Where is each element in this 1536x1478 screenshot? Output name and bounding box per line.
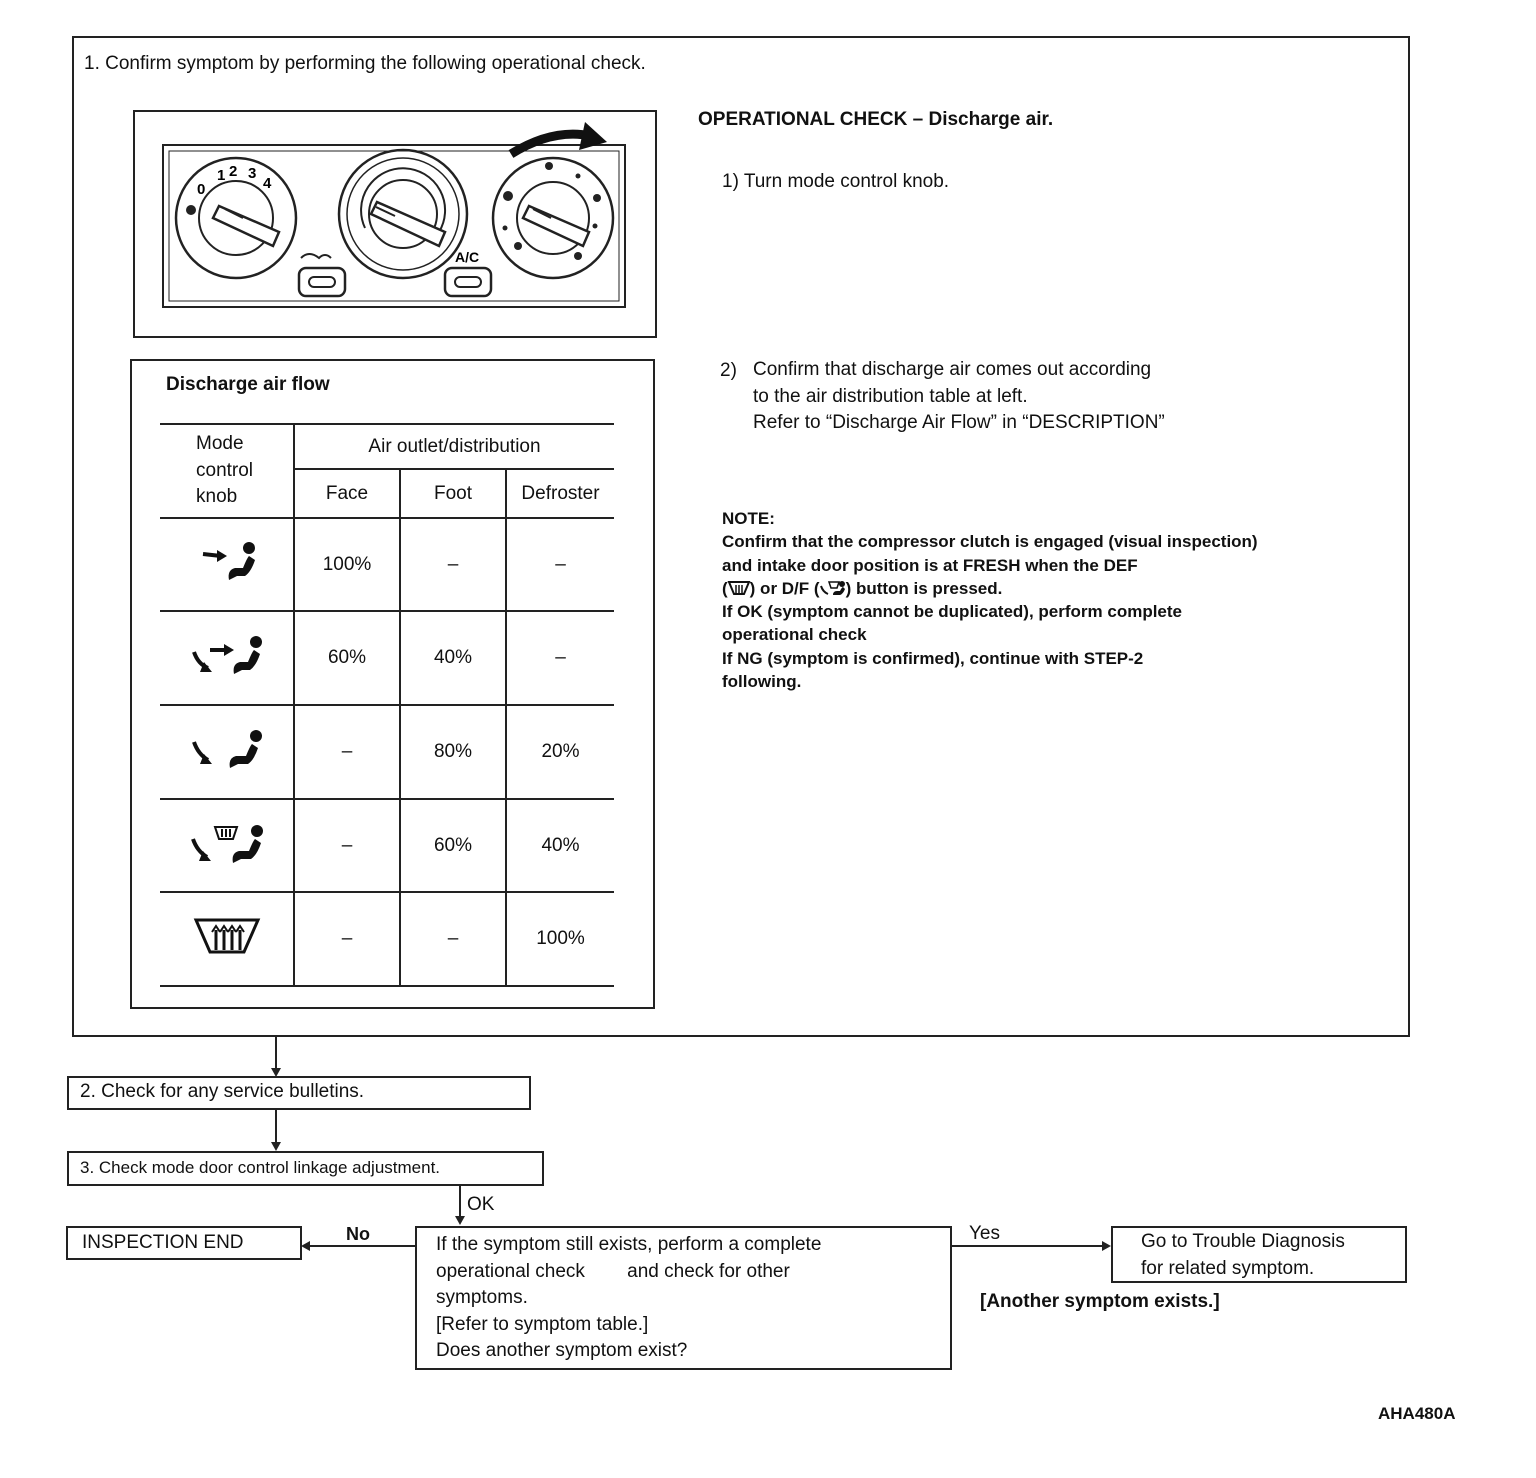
cell-defroster: –	[506, 518, 614, 611]
cell-face: 100%	[294, 518, 400, 611]
cell-foot: –	[400, 518, 506, 611]
cell-defroster: –	[506, 611, 614, 705]
check-item-2-text: Confirm that discharge air comes out according to the air distribution table at left. Refer to “Discharge Air Flow” in “DESCRIPTION”	[753, 359, 1165, 433]
cell-defroster: 20%	[506, 705, 614, 799]
check-item-1: 1) Turn mode control knob.	[722, 171, 950, 192]
cell-face: –	[294, 892, 400, 986]
cell-foot: 60%	[400, 799, 506, 892]
inspection-end-label: INSPECTION END	[82, 1232, 244, 1253]
check-item-2-num: 2)	[720, 360, 737, 381]
cell-face: –	[294, 705, 400, 799]
note-title: NOTE:	[722, 509, 775, 528]
decision-text: If the symptom still exists, perform a complete operational check and check for other symptoms. [Refer to symptom table.] Does another symptom exist?	[436, 1234, 822, 1361]
operational-check-title: OPERATIONAL CHECK – Discharge air.	[698, 109, 1054, 130]
ac-label: A/C	[455, 249, 480, 265]
air-outlet-header: Air outlet/distribution	[294, 424, 614, 469]
cell-foot: 80%	[400, 705, 506, 799]
fan-scale-label: 0	[197, 181, 206, 198]
cell-defroster: 40%	[506, 799, 614, 892]
col-foot: Foot	[400, 469, 506, 518]
note-block: NOTE: Confirm that the compressor clutch is engaged (visual inspection) and intake door position is at FRESH when the DEF ( ) or D/F ( ) button is pressed. If OK (symptom cannot be duplicated), perform complete operational check If NG (symptom is confirmed), continue with STEP-2 following.	[722, 509, 1258, 692]
cell-foot: 40%	[400, 611, 506, 705]
another-symptom-label: [Another symptom exists.]	[980, 1291, 1220, 1312]
ok-label: OK	[467, 1194, 495, 1215]
fan-scale-label: 4	[263, 175, 272, 192]
discharge-table-title: Discharge air flow	[166, 374, 330, 395]
goto-diagnosis-text: Go to Trouble Diagnosis for related symptom.	[1141, 1231, 1345, 1279]
cell-face: 60%	[294, 611, 400, 705]
figure-code: AHA480A	[1378, 1404, 1456, 1423]
step3-label: 3. Check mode door control linkage adjustment.	[80, 1158, 441, 1177]
step1-label: 1. Confirm symptom by performing the following operational check.	[84, 53, 646, 74]
cell-defroster: 100%	[506, 892, 614, 986]
fan-scale-label: 2	[229, 163, 238, 180]
mode-header: Mode control knob	[160, 424, 294, 518]
yes-label: Yes	[969, 1223, 1000, 1244]
step2-label: 2. Check for any service bulletins.	[80, 1081, 365, 1102]
cell-foot: –	[400, 892, 506, 986]
fan-scale-label: 1	[217, 167, 226, 184]
cell-face: –	[294, 799, 400, 892]
fan-scale-label: 3	[248, 165, 257, 182]
col-face: Face	[294, 469, 400, 518]
col-defroster: Defroster	[506, 469, 614, 518]
no-label: No	[346, 1224, 370, 1244]
